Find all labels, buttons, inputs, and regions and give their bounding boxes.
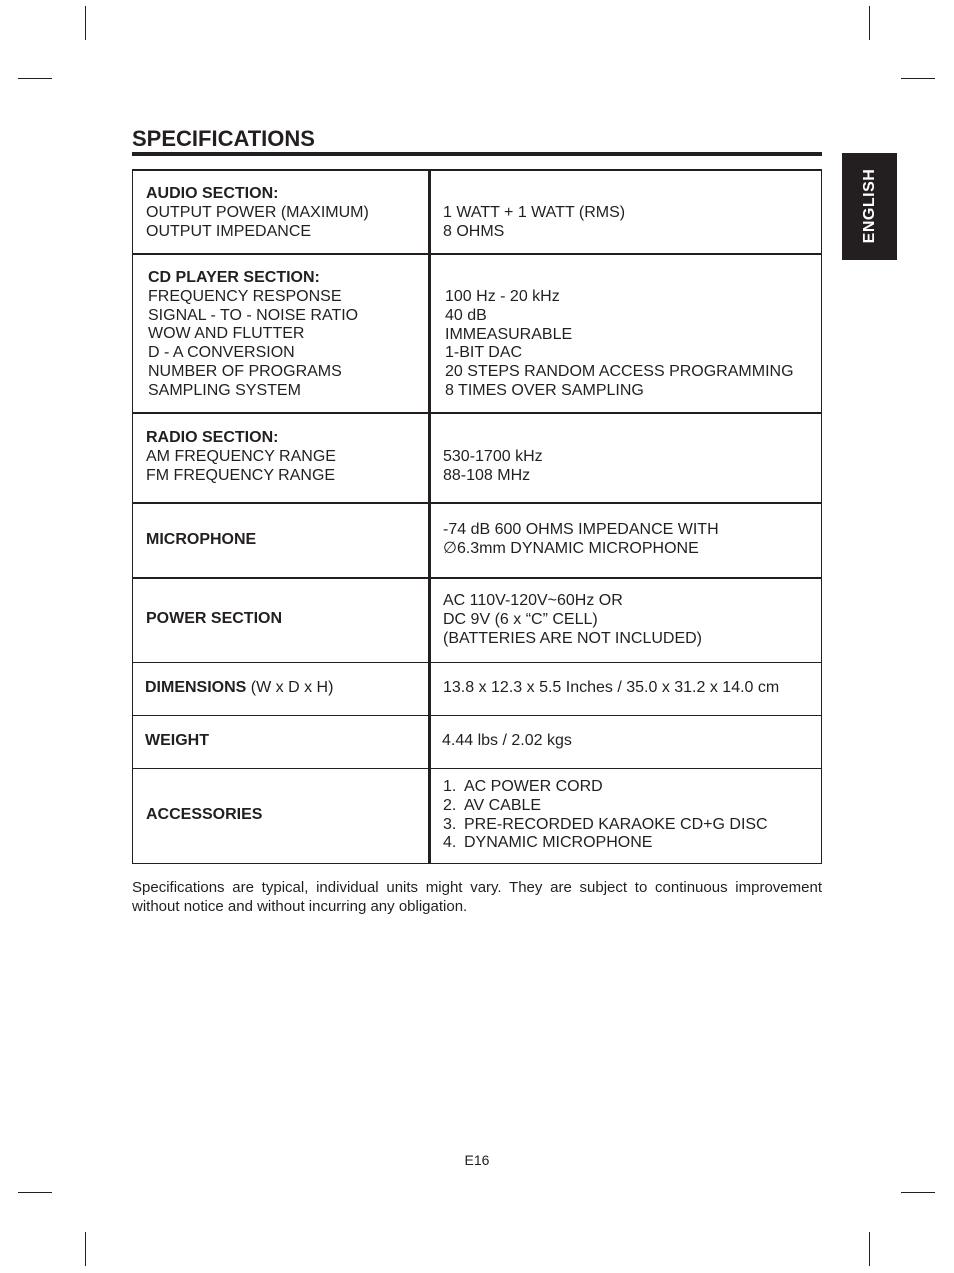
- spec-value-cell: [443, 592, 813, 648]
- list-item: [443, 797, 813, 816]
- spec-label: DIMENSIONS: [145, 679, 247, 696]
- page-number: E16: [464, 1152, 490, 1168]
- spec-value: 13.8 x 12.3 x 5.5 Inches / 35.0 x 31.2 x 14.0 cm: [443, 679, 780, 696]
- spec-label: ACCESSORIES: [146, 806, 263, 823]
- list-item-text: DYNAMIC MICROPHONE: [464, 834, 653, 852]
- spec-value: 100 Hz - 20 kHz: [445, 288, 560, 305]
- title-rule: [132, 152, 822, 156]
- spec-value: AC 110V-120V~60Hz OR: [443, 592, 623, 609]
- spec-label-cell: [146, 429, 336, 485]
- list-item-number: 2.: [443, 796, 457, 814]
- list-item-number: 4.: [443, 834, 457, 852]
- spec-value-cell: [443, 448, 813, 486]
- list-item-text: AC POWER CORD: [464, 778, 603, 795]
- spec-value: 40 dB: [445, 306, 487, 324]
- spec-row-weight: [132, 716, 822, 769]
- spec-label: FREQUENCY RESPONSE: [148, 287, 342, 305]
- spec-label: WEIGHT: [145, 732, 209, 749]
- spec-value-cell: [445, 288, 813, 401]
- crop-mark: [85, 1232, 86, 1266]
- spec-value: -74 dB 600 OHMS IMPEDANCE WITH: [443, 521, 719, 538]
- spec-value: 88-108 MHz: [443, 466, 531, 484]
- spec-row-dimensions: [132, 663, 822, 716]
- spec-label: AM FREQUENCY RANGE: [146, 447, 336, 465]
- spec-label: WOW AND FLUTTER: [148, 325, 305, 343]
- spec-label: SAMPLING SYSTEM: [148, 381, 301, 399]
- spec-value: (BATTERIES ARE NOT INCLUDED): [443, 629, 702, 647]
- list-item-number: 1.: [443, 778, 457, 795]
- spec-value-cell: [443, 204, 813, 242]
- footnote: Specifications are typical, individual units might vary. They are subject to continuous improvement without notice and without incurring any obligation.: [132, 879, 822, 915]
- section-heading: RADIO SECTION:: [146, 429, 279, 446]
- list-item: [443, 834, 813, 853]
- spec-value: 8 OHMS: [443, 222, 505, 240]
- crop-mark: [901, 78, 935, 79]
- spec-row-cd-player: [132, 255, 822, 414]
- accessories-list: [443, 778, 813, 853]
- section-heading: CD PLAYER SECTION:: [148, 269, 320, 286]
- list-item-text: AV CABLE: [464, 796, 542, 814]
- spec-row-audio: [132, 169, 822, 255]
- spec-label-cell: [145, 679, 333, 698]
- spec-value: 1-BIT DAC: [445, 344, 523, 362]
- spec-label: POWER SECTION: [146, 610, 283, 627]
- spec-value: 20 STEPS RANDOM ACCESS PROGRAMMING: [445, 363, 794, 381]
- spec-label: OUTPUT POWER (MAXIMUM): [146, 203, 369, 221]
- list-item-text: PRE-RECORDED KARAOKE CD+G DISC: [464, 815, 768, 833]
- spec-row-microphone: [132, 504, 822, 579]
- spec-row-power: [132, 579, 822, 663]
- spec-value: 8 TIMES OVER SAMPLING: [445, 381, 644, 399]
- spec-label: SIGNAL - TO - NOISE RATIO: [148, 306, 359, 324]
- spec-value: ∅6.3mm DYNAMIC MICROPHONE: [443, 539, 699, 557]
- crop-mark: [18, 78, 52, 79]
- spec-row-radio: [132, 414, 822, 504]
- crop-mark: [869, 6, 870, 40]
- spec-label-cell: [148, 269, 358, 401]
- spec-label: OUTPUT IMPEDANCE: [146, 222, 312, 240]
- list-item-number: 3.: [443, 815, 457, 833]
- crop-mark: [85, 6, 86, 40]
- page-title: SPECIFICATIONS: [132, 126, 315, 151]
- spec-value: 530-1700 kHz: [443, 448, 543, 465]
- crop-mark: [18, 1192, 52, 1193]
- spec-label-cell: [146, 185, 369, 241]
- crop-mark: [901, 1192, 935, 1193]
- list-item: [443, 778, 813, 797]
- spec-label: MICROPHONE: [146, 531, 257, 548]
- spec-value: IMMEASURABLE: [445, 325, 573, 343]
- list-item: [443, 816, 813, 835]
- specifications-table: [132, 169, 822, 864]
- spec-value-cell: [443, 521, 813, 559]
- section-heading: AUDIO SECTION:: [146, 185, 279, 202]
- spec-value: 1 WATT + 1 WATT (RMS): [443, 204, 626, 221]
- spec-row-accessories: [132, 769, 822, 864]
- crop-mark: [869, 1232, 870, 1266]
- spec-label-suffix: (W x D x H): [246, 679, 334, 696]
- spec-value: 4.44 lbs / 2.02 kgs: [442, 732, 572, 749]
- spec-label: NUMBER OF PROGRAMS: [148, 362, 342, 380]
- spec-value: DC 9V (6 x “C” CELL): [443, 610, 598, 628]
- language-tab-label: ENGLISH: [861, 168, 878, 244]
- spec-label: FM FREQUENCY RANGE: [146, 466, 336, 484]
- spec-label: D - A CONVERSION: [148, 344, 295, 362]
